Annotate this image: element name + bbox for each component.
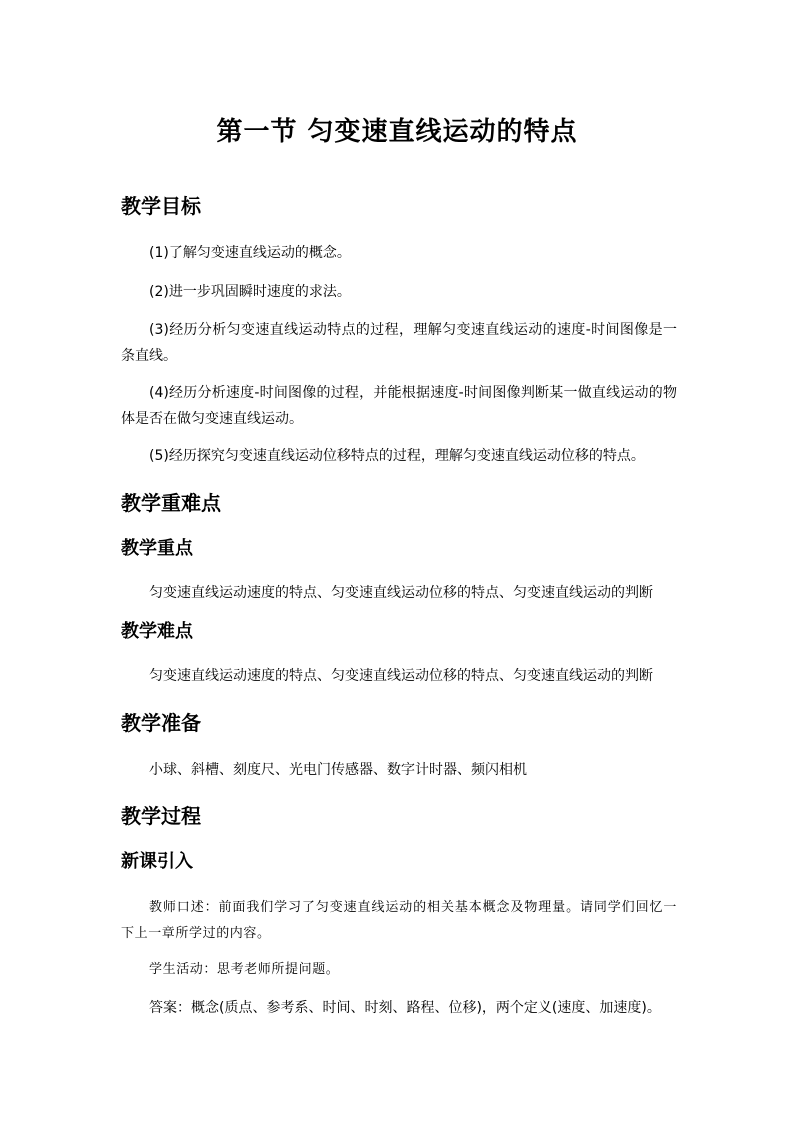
heading-focus: 教学重点	[121, 538, 193, 559]
teacher-narration: 教师口述：前面我们学习了匀变速直线运动的相关基本概念及物理量。请同学们回忆一下上一章所学过的内容。	[121, 900, 677, 941]
heading-difficulty: 教学难点	[121, 621, 193, 642]
focus-text: 匀变速直线运动速度的特点、匀变速直线运动位移的特点、匀变速直线运动的判断	[149, 585, 653, 601]
objective-item-2: (2)进一步巩固瞬时速度的求法。	[149, 284, 351, 300]
heading-key-points: 教学重难点	[121, 491, 221, 515]
heading-objectives: 教学目标	[121, 194, 201, 218]
objective-item-4: (4)经历分析速度-时间图像的过程，并能根据速度-时间图像判断某一做直线运动的物体是否在做匀变速直线运动。	[121, 385, 677, 427]
page-title: 第一节 匀变速直线运动的特点	[216, 117, 578, 147]
heading-process: 教学过程	[121, 804, 201, 828]
objective-item-1: (1)了解匀变速直线运动的概念。	[149, 245, 351, 261]
answer-text: 答案：概念(质点、参考系、时间、时刻、路程、位移)，两个定义(速度、加速度)。	[149, 1000, 661, 1016]
objective-item-5: (5)经历探究匀变速直线运动位移特点的过程，理解匀变速直线运动位移的特点。	[149, 448, 645, 464]
heading-intro: 新课引入	[121, 851, 193, 872]
objective-item-3: (3)经历分析匀变速直线运动特点的过程，理解匀变速直线运动的速度-时间图像是一条直线。	[121, 322, 677, 364]
preparation-text: 小球、斜槽、刻度尺、光电门传感器、数字计时器、频闪相机	[149, 762, 527, 778]
student-activity: 学生活动：思考老师所提问题。	[149, 962, 340, 977]
heading-preparation: 教学准备	[121, 711, 201, 735]
difficulty-text: 匀变速直线运动速度的特点、匀变速直线运动位移的特点、匀变速直线运动的判断	[149, 668, 653, 684]
